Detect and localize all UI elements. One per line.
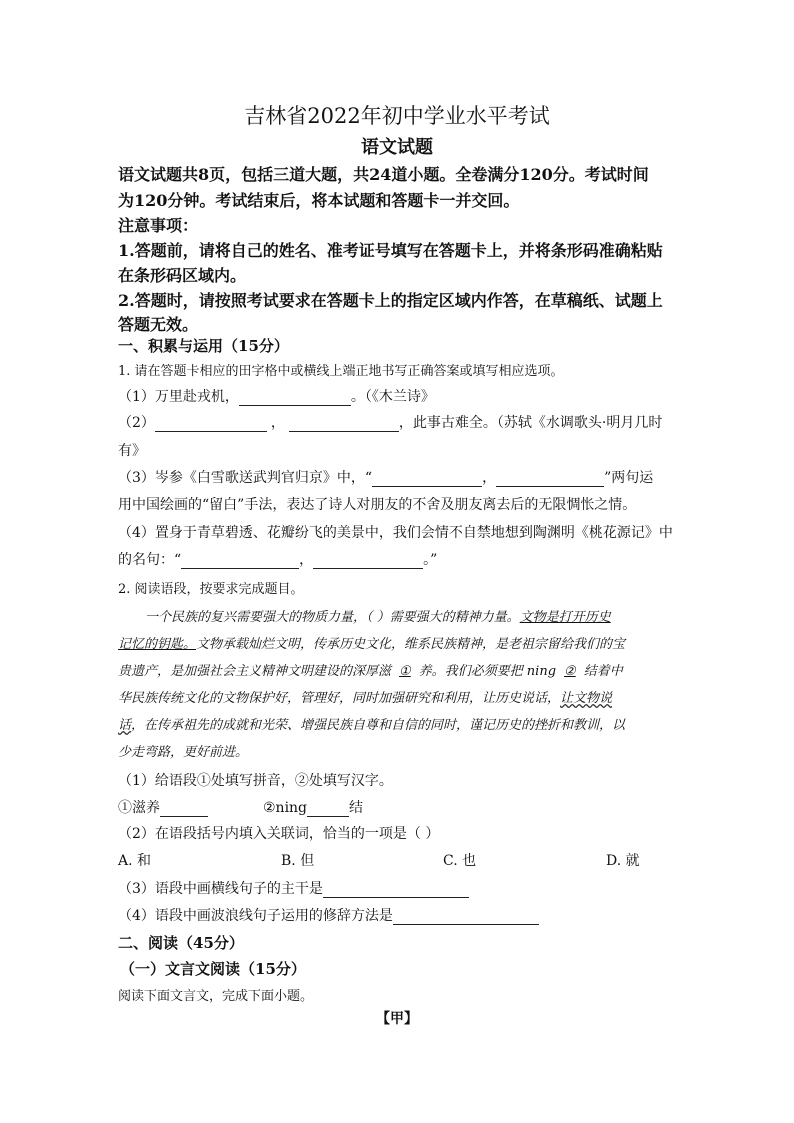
q2-option-c[interactable]: C. 也 [443,853,477,869]
q2-p3-text-a: 贵遗产，是加强社会主义精神文明建设的深厚滋 [118,664,392,679]
q2-passage-line-6: 少走弯路，更好前进。 [118,745,249,760]
q2-sub1-blank-b[interactable] [307,802,349,817]
q2-p5-text: ，在传承祖先的成就和光荣、增强民族自尊和自信的同时，谨记历史的挫折和教训，以 [131,718,626,733]
q2-option-a[interactable]: A. 和 [118,853,152,869]
notice-heading: 注意事项： [118,216,199,235]
q1-item2-comma: ， [270,415,285,431]
q2-wavy-sentence-b: 话 [118,718,132,733]
q2-sub1: （1）给语段①处填写拼音，②处填写汉字。 [118,773,393,789]
q2-p3-text-c: 养。我们必须要把 ning [418,664,557,679]
q2-sub1-item-b: ②ning [263,800,308,816]
q2-sub3-text: （3）语段中画横线句子的主干是 [118,881,323,897]
q2-sub2: （2）在语段括号内填入关联词，恰当的一项是（ ） [118,826,440,842]
q1-item2 [118,412,662,432]
q1-item3-text-a: （3）岑参《白雪歌送武判官归京》中，“ [118,470,373,486]
q2-mark-1: ① [399,664,411,679]
q1-item4-blank-1[interactable] [181,554,299,569]
exam-subtitle: 语文试题 [361,137,433,158]
q2-passage-line-2 [118,633,625,652]
q1-item2-blank-1[interactable] [155,417,267,432]
q2-sub1-answers [118,797,363,817]
q2-p1-text: 一个民族的复兴需要强大的物质力量，（ ）需要强大的精神力量。 [145,610,520,625]
q2-p2-text: 文物承载灿烂文明，传承历史文化，维系民族精神，是老祖宗留给我们的宝 [196,637,626,652]
q2-option-b[interactable]: B. 但 [281,853,315,869]
q2-passage-line-5 [118,714,625,733]
exam-title: 吉林省2022年初中学业水平考试 [244,104,550,128]
q1-item3 [118,467,653,487]
q1-item3-cont: 用中国绘画的“留白”手法，表达了诗人对朋友的不舍及朋友离去后的无限惆怅之情。 [118,497,637,513]
q1-item4-text-b: 的名句：“ [118,552,182,568]
q2-option-d[interactable]: D. 就 [606,853,640,869]
q1-item3-blank-1[interactable] [372,472,482,487]
q2-passage-line-1 [145,606,611,625]
section2-subheading: （一）文言文阅读（15分） [120,960,306,978]
q1-item1 [118,386,435,406]
q2-sub1-blank-a[interactable] [160,802,208,817]
q1-item4-blank-2[interactable] [313,554,423,569]
q2-passage-line-4 [118,687,612,706]
q2-underlined-sentence-b: 记忆的钥匙。 [118,637,197,652]
q1-item2-text-c: ，此事古难全。（苏轼《水调歌头·明月几时 [398,415,663,431]
q1-item4: （4）置身于青草碧透、花瓣纷飞的美景中，我们会情不自禁地想到陶渊明《桃花源记》中 [118,525,673,541]
q2-underlined-sentence-a: 文物是打开历史 [519,610,611,625]
q2-mark-2: ② [564,664,576,679]
q1-item1-text-b: 。（《木兰诗》 [350,389,435,405]
section2-instruction: 阅读下面文言文，完成下面小题。 [118,989,314,1004]
q2-sub3-blank[interactable] [323,883,469,898]
q2-stem: 2. 阅读语段，按要求完成题目。 [118,582,304,597]
section2-heading: 二、阅读（45分） [118,934,244,952]
notice-1a: 1.答题前，请将自己的姓名、准考证号填写在答题卡上，并将条形码准确粘贴 [118,241,663,260]
q2-p4-text: 华民族传统文化的文物保护好，管理好，同时加强研究和利用，让历史说话， [118,691,561,706]
q1-item2-blank-2[interactable] [289,417,399,432]
q1-item2-cont: 有》 [118,443,146,459]
q2-wavy-sentence-a: 让文物说 [560,691,613,706]
intro-line-2: 为120分钟。考试结束后，将本试题和答题卡一并交回。 [118,191,520,210]
q2-sub4 [118,905,539,925]
q1-item4-cont [118,549,437,569]
passage-label-jia: 【甲】 [376,1011,418,1027]
q2-sub4-blank[interactable] [393,910,539,925]
q2-sub4-text: （4）语段中画波浪线句子运用的修辞方法是 [118,908,393,924]
intro-line-1: 语文试题共8页，包括三道大题，共24道小题。全卷满分120分。考试时间 [118,165,649,184]
q2-p3-text-e: 结着中 [583,664,623,679]
q2-sub3 [118,878,469,898]
q1-item1-blank[interactable] [239,391,351,406]
q1-item3-blank-2[interactable] [496,472,604,487]
notice-2a: 2.答题时，请按照考试要求在答题卡上的指定区域内作答，在草稿纸、试题上 [118,291,663,310]
section1-heading: 一、积累与运用（15分） [118,337,289,355]
q2-sub1-item-a: ①滋养 [118,800,160,816]
notice-2b: 答题无效。 [118,315,199,334]
q2-sub1-item-c: 结 [349,800,364,816]
q1-item4-text-d: 。” [423,552,438,568]
q1-item3-text-c: ”两句运 [604,470,654,486]
q1-item4-comma: ， [299,552,314,568]
q1-stem: 1. 请在答题卡相应的田字格中或横线上端正地书写正确答案或填写相应选项。 [118,364,564,379]
q2-passage-line-3 [118,660,623,679]
q1-item3-comma: ， [482,470,497,486]
q1-item1-text-a: （1）万里赴戎机， [118,389,239,405]
q1-item2-text-a: （2） [118,415,155,431]
notice-1b: 在条形码区域内。 [118,266,247,285]
